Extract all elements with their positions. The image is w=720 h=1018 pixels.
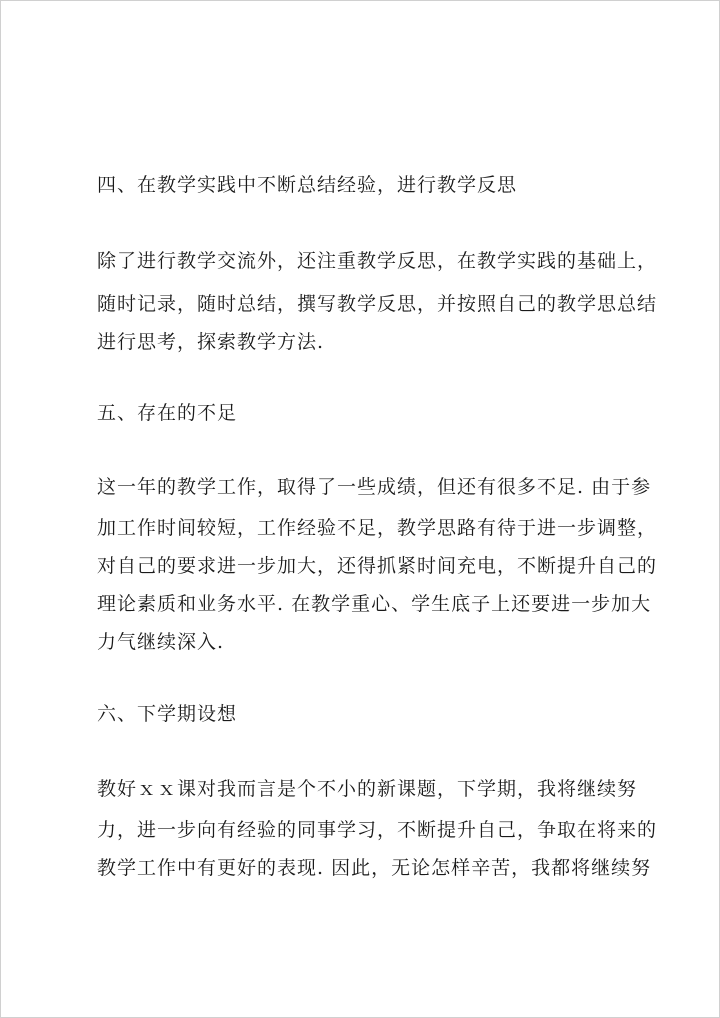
section-5-heading: 五、存在的不足 (97, 402, 238, 424)
paragraph-line: 教学工作中有更好的表现. 因此，无论怎样辛苦，我都将继续努 (97, 857, 652, 879)
paragraph-line: 教好ｘｘ课对我而言是个不小的新课题，下学期，我将继续努 (97, 778, 638, 800)
section-6-heading: 六、下学期设想 (97, 703, 238, 725)
paragraph-line: 对自己的要求进一步加大，还得抓紧时间充电，不断提升自己的 (97, 555, 658, 577)
paragraph-line: 这一年的教学工作，取得了一些成绩，但还有很多不足. 由于参 (97, 476, 652, 498)
paragraph-line: 除了进行教学交流外，还注重教学反思，在教学实践的基础上， (97, 250, 658, 272)
paragraph-line: 力，进一步向有经验的同事学习，不断提升自己，争取在将来的 (97, 819, 658, 841)
paragraph-line: 进行思考，探索教学方法. (97, 331, 325, 353)
paragraph-line: 加工作时间较短，工作经验不足，教学思路有待于进一步调整， (97, 517, 658, 539)
paragraph-line: 力气继续深入. (97, 631, 225, 653)
paragraph-line: 理论素质和业务水平. 在教学重心、学生底子上还要进一步加大 (97, 593, 652, 615)
section-4-heading: 四、在教学实践中不断总结经验，进行教学反思 (97, 174, 518, 196)
paragraph-line: 随时记录，随时总结，撰写教学反思，并按照自己的教学思总结 (97, 293, 658, 315)
